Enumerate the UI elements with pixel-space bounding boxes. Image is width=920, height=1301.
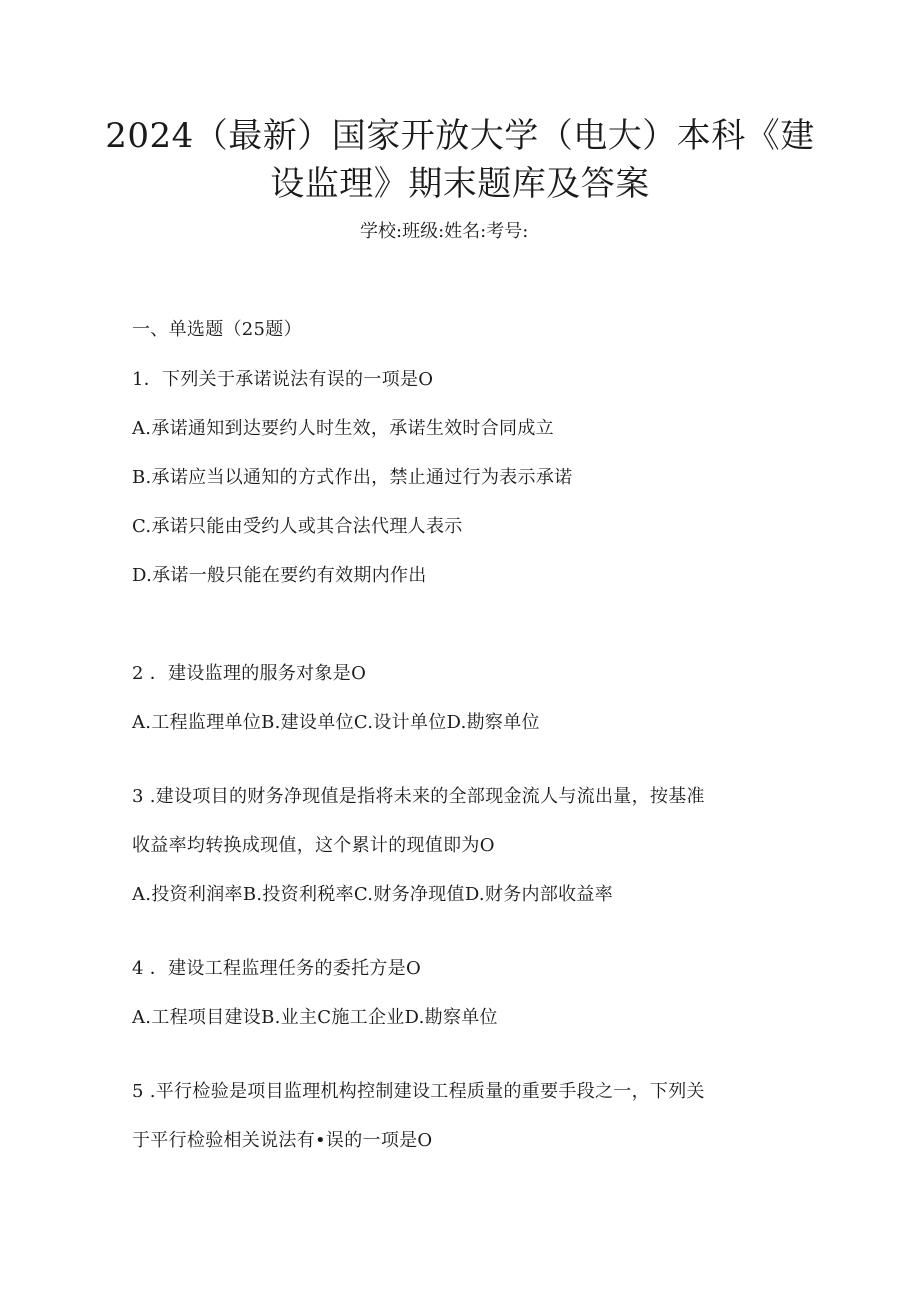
student-info-line: 学校:班级:姓名:考号:	[360, 221, 529, 242]
question-5-text-line-1: 5 .平行检验是项目监理机构控制建设工程质量的重要手段之一，下列关	[132, 1081, 705, 1102]
section-heading: 一、单选题（25题）	[132, 319, 302, 340]
question-4-options: A.工程项目建设B.业主C施工企业D.勘察单位	[132, 1007, 498, 1028]
question-5-text-line-2: 于平行检验相关说法有•误的一项是O	[132, 1130, 433, 1151]
question-1-text: 1．下列关于承诺说法有误的一项是O	[132, 369, 434, 390]
question-1-option-d: D.承诺一般只能在要约有效期内作出	[132, 565, 427, 586]
question-1-option-c: C.承诺只能由受约人或其合法代理人表示	[132, 516, 463, 537]
question-3-text-line-2: 收益率均转换成现值，这个累计的现值即为O	[132, 835, 495, 856]
document-title-line-1: 2024（最新）国家开放大学（电大）本科《建	[105, 116, 815, 156]
question-1-option-b: B.承诺应当以通知的方式作出，禁止通过行为表示承诺	[132, 467, 573, 488]
question-4-text: 4 ．建设工程监理任务的委托方是O	[132, 958, 422, 979]
question-3-text-line-1: 3 .建设项目的财务净现值是指将未来的全部现金流人与流出量，按基准	[132, 786, 705, 807]
question-1-option-a: A.承诺通知到达要约人时生效，承诺生效时合同成立	[132, 418, 554, 439]
question-2-text: 2 ．建设监理的服务对象是O	[132, 663, 367, 684]
question-2-options: A.工程监理单位B.建设单位C.设计单位D.勘察单位	[132, 712, 540, 733]
document-title-line-2: 设监理》期末题库及答案	[270, 164, 650, 204]
question-3-options: A.投资利润率B.投资利税率C.财务净现值D.财务内部收益率	[132, 884, 614, 905]
